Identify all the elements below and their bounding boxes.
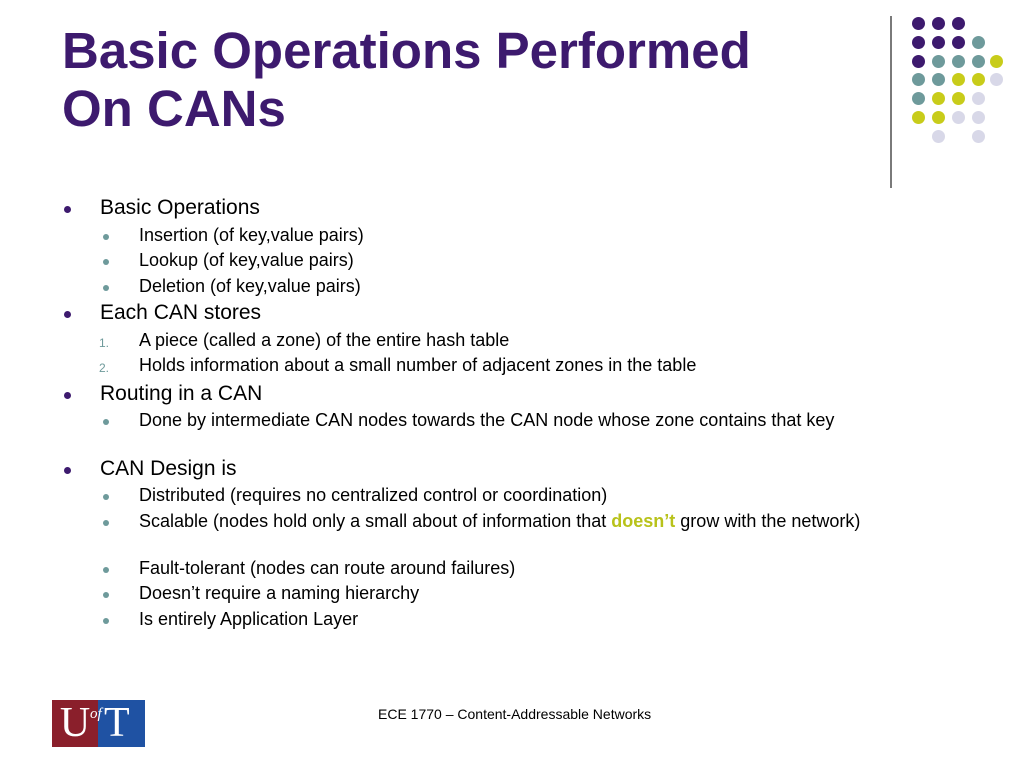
sub-bullet-dot bbox=[103, 520, 109, 526]
university-logo bbox=[52, 700, 145, 747]
decorative-dot bbox=[972, 111, 985, 124]
item-text: Holds information about a small number of adjacent zones in the table bbox=[139, 355, 697, 375]
slide-title-line-2: On CANs bbox=[62, 80, 286, 137]
decorative-dot bbox=[952, 73, 965, 86]
sub-bullet-dot bbox=[103, 494, 109, 500]
logo-letter-t: T bbox=[104, 700, 130, 746]
decorative-dot bbox=[952, 55, 965, 68]
bullet-basic-operations bbox=[0, 196, 1024, 220]
sub-bullet-text: Deletion (of key,value pairs) bbox=[139, 276, 361, 296]
numbered-item-2 bbox=[0, 355, 1024, 376]
numbered-item-1 bbox=[0, 330, 1024, 351]
sub-bullet-naming bbox=[0, 583, 1024, 604]
sub-bullet-dot bbox=[103, 618, 109, 624]
scalable-text-pre: Scalable (nodes hold only a small about of information that bbox=[139, 511, 612, 531]
sub-bullet-routing-detail bbox=[0, 410, 1024, 452]
decorative-dot bbox=[932, 55, 945, 68]
decorative-divider bbox=[890, 16, 892, 188]
sub-bullet-deletion bbox=[0, 276, 1024, 297]
bullet-text: Routing in a CAN bbox=[100, 382, 263, 405]
sub-bullet-application-layer bbox=[0, 609, 1024, 630]
decorative-dot bbox=[912, 55, 925, 68]
decorative-dot bbox=[972, 36, 985, 49]
bullet-text: CAN Design is bbox=[100, 457, 237, 480]
bullet-dot bbox=[64, 467, 71, 474]
sub-bullet-text: Doesn’t require a naming hierarchy bbox=[139, 583, 420, 603]
sub-bullet-text: Is entirely Application Layer bbox=[139, 609, 359, 629]
bullet-text: Each CAN stores bbox=[100, 301, 262, 324]
decorative-dot bbox=[972, 55, 985, 68]
decorative-dot bbox=[912, 17, 925, 30]
bullet-dot bbox=[64, 311, 71, 318]
decorative-dot bbox=[932, 17, 945, 30]
decorative-dot bbox=[972, 92, 985, 105]
decorative-dot bbox=[952, 36, 965, 49]
sub-bullet-dot bbox=[103, 419, 109, 425]
decorative-dot bbox=[932, 111, 945, 124]
decorative-dot bbox=[912, 92, 925, 105]
decorative-dot bbox=[990, 55, 1003, 68]
decorative-dot bbox=[932, 36, 945, 49]
decorative-dot bbox=[952, 92, 965, 105]
decorative-dot bbox=[932, 73, 945, 86]
decorative-dot bbox=[952, 17, 965, 30]
scalable-highlight: doesn’t bbox=[611, 511, 676, 531]
bullet-routing bbox=[0, 382, 1024, 406]
decorative-dot bbox=[912, 36, 925, 49]
decorative-dot bbox=[912, 73, 925, 86]
logo-letter-u: U bbox=[52, 700, 98, 747]
slide-title-line-1: Basic Operations Performed bbox=[62, 22, 751, 79]
bullet-dot bbox=[64, 206, 71, 213]
sub-bullet-text: Insertion (of key,value pairs) bbox=[139, 225, 364, 245]
sub-bullet-text bbox=[139, 511, 939, 532]
decorative-dot bbox=[932, 92, 945, 105]
sub-bullet-text: Fault-tolerant (nodes can route around failures) bbox=[139, 558, 516, 578]
decorative-dot bbox=[972, 73, 985, 86]
sub-bullet-text: Lookup (of key,value pairs) bbox=[139, 250, 354, 270]
sub-bullet-dot bbox=[103, 259, 109, 265]
bullet-each-can-stores bbox=[0, 301, 1024, 325]
scalable-text-post: grow with the network) bbox=[675, 511, 861, 531]
bullet-text: Basic Operations bbox=[100, 196, 260, 219]
sub-bullet-dot bbox=[103, 567, 109, 573]
sub-bullet-dot bbox=[103, 285, 109, 291]
decorative-dot bbox=[952, 111, 965, 124]
bullet-can-design bbox=[0, 457, 1024, 481]
slide-title bbox=[62, 22, 862, 138]
decorative-dot bbox=[990, 73, 1003, 86]
sub-bullet-insertion bbox=[0, 225, 1024, 246]
decorative-dot bbox=[972, 130, 985, 143]
sub-bullet-text: Done by intermediate CAN nodes towards the CAN node whose zone contains that key bbox=[139, 410, 835, 430]
sub-bullet-lookup bbox=[0, 250, 1024, 271]
sub-bullet-text: Distributed (requires no centralized control or coordination) bbox=[139, 485, 608, 505]
item-text: A piece (called a zone) of the entire hash table bbox=[139, 330, 510, 350]
sub-bullet-dot bbox=[103, 592, 109, 598]
sub-bullet-distributed bbox=[0, 485, 1024, 506]
bullet-dot bbox=[64, 392, 71, 399]
sub-bullet-dot bbox=[103, 234, 109, 240]
item-number: 2. bbox=[99, 361, 110, 375]
slide-footer: ECE 1770 – Content-Addressable Networks bbox=[378, 706, 652, 722]
sub-bullet-fault-tolerant bbox=[0, 558, 1024, 579]
logo-of: of bbox=[90, 706, 102, 722]
sub-bullet-scalable bbox=[0, 511, 1024, 553]
item-number: 1. bbox=[99, 336, 110, 350]
decorative-dot bbox=[912, 111, 925, 124]
decorative-dot bbox=[932, 130, 945, 143]
